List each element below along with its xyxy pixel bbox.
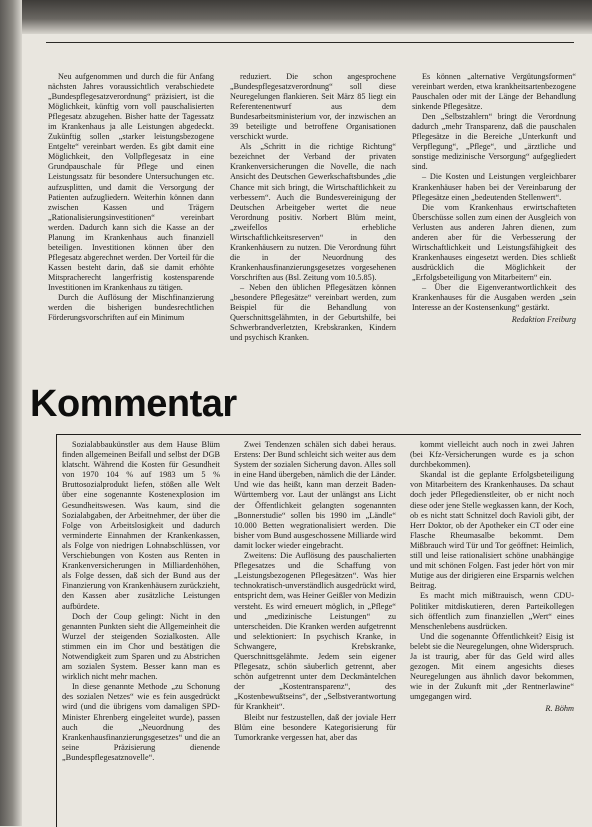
paragraph: Doch der Coup gelingt: Nicht in den genannten Punkten sieht die Allgemeinheit die Wurzel der steigenden Sozialkosten. Alle stimmen ein im Chor und bestätigen die Notwendigkeit zum Sparen und zu Abstrichen am sozialen System. Besser kann man es wirklich nicht mehr machen. — [62, 611, 220, 682]
lower-column-2 — [234, 440, 396, 743]
paragraph: Als „Schritt in die richtige Richtung“ bezeichnet der Verband der privaten Krankenversicherungen die Novelle, die nach Ansicht des Deutschen Gewerkschaftsbundes „die Chance mit sich bringt, die Wirtschaftlichkeit zu verbessern“. Auch die Bundesvereinigung der Deutschen Arbeitgeber wertet die neue Verordnung positiv. Norbert Blüm meint, „zweifellos erhebliche Wirtschaftlichkeitsreserven“ in den Krankenhäusern zu nutzen. Die Verordnung führt die in der Neuordnung des Krankenhausfinanzierungsgesetzes vorgesehenen Vorschriften aus (Bsl. Zeitung vom 10.5.85). — [230, 142, 396, 282]
upper-column-2 — [230, 72, 396, 343]
paragraph: – Die Kosten und Leistungen vergleichbarer Krankenhäuser haben bei der Vereinbarung der Pflegesätze einen „bedeutenden Stellenwert“. — [412, 172, 576, 202]
paragraph: Es macht mich mißtrauisch, wenn CDU-Politiker mitdiskutieren, deren Parteikollegen sich öffentlich zum finanziellen „Wert“ eines Menschenlebens ausdrücken. — [410, 591, 574, 631]
paragraph: Es können „alternative Vergütungsformen“ vereinbart werden, etwa krankheitsartenbezogene Pauschalen oder mit der Länge der Behandlung sinkende Pflegesätze. — [412, 72, 576, 112]
paragraph: Die vom Krankenhaus erwirtschafteten Überschüsse sollen zum einen der Ausgleich von Verlusten aus anderen Jahren dienen, zum anderen aber für die Verbesserung der Wirtschaftlichkeit und Leistungsfähigkeit des Krankenhauses eingesetzt werden. Dies schließt ausdrücklich die Möglichkeit der „Erfolgsbeteiligung von Mitarbeitern“ ein. — [412, 202, 576, 282]
article-upper — [48, 72, 576, 368]
commentary-body — [62, 440, 574, 820]
paragraph: In diese genannte Methode „zu Schonung des sozialen Netzes“ wie es fein ausgedrückt wird (und die übrigens vom damaligen SPD-Minister Ehrenberg eingeleitet wurde), passen auch die „Neuordnung des Krankenhausfinanzierungsgesetzes“ und die an seine Präzisierung dienende „Bundespflegesatznovelle“. — [62, 682, 220, 762]
paragraph: Zweitens: Die Auflösung des pauschalierten Pflegesatzes und die Schaffung von „Leistungsbezogenen Pflegesätzen“. Was hier technokratisch-unverständlich ausgedrückt wird, entspricht dem, was Heiner Geißler von Medizin versteht. Es wird erneuert möglich, in „Pflege“ und „medizinische Leistungen“ zu unterscheiden. Die Kranken werden aufgetrennt und selektioniert: In psychisch Kranke, in Schwangere, Krebskranke, Querschnittsgelähmte. Jedem sein eigener Pflegesatz, schön säuberlich getrennt, aber schön aufgetrennt unter dem Deckmäntelchen der „Kostentransparenz“, des „Kostenbewußtseins“, der „Selbstverantwortung für Krankheit“. — [234, 551, 396, 712]
heading-bar — [0, 380, 592, 428]
lower-signature: R. Böhm — [545, 704, 574, 714]
paragraph: reduziert. Die schon angesprochene „Bundespflegesatzverordnung“ soll diese Neuregelungen flankieren. Seit März 85 liegt ein Referentenentwurf aus dem Bundesarbeitsministerium vor, der inzwischen an 39 beteiligte und betroffene Organisationen verschickt wurde. — [230, 72, 396, 142]
top-rule — [46, 42, 574, 43]
paragraph: Neu aufgenommen und durch die für Anfang nächsten Jahres voraussichtlich verabschiedete „Bundespflegesatzverordnung“ präzisiert, ist die Möglichkeit, künftig vorn voll pauschalisierten Pflegesatz abzugehen. Bisher hatte der Tagessatz im Krankenhaus ja alle Leistungen abgedeckt. Zukünftig sollen „starker leistungsbezogene Entgelte“ vereinbart werden. Es gibt damit eine Möglichkeit, den Vollpflegesatz in eine Grundpauschale für Pflege und einen Leistungssatz für besondere Untersuchungen etc. aufzusplitten, und damit die Versorgung der Patienten aufzugliedern. Weiterhin können dann zwischen Kassen und Trägern „Rationalisierungsinvestitionen“ vereinbart werden. Dadurch kann sich die Kasse an der Planung im Krankenhaus auch finanziell beteiligen. Investitionen können über den Pflegesatz abgerechnet werden. Der Vorteil für die Kassen besteht darin, daß sie damit erhöhte Mitspracherecht langerfristig kostensparende Investitionen im Krankenhaus zu tätigen. — [48, 72, 214, 292]
paragraph: kommt vielleicht auch noch in zwei Jahren (bei Kfz-Versicherungen wurde es ja schon durchbekommen). — [410, 440, 574, 470]
upper-signature: Redaktion Freiburg — [511, 315, 576, 325]
upper-column-1 — [48, 72, 214, 323]
paragraph: – Über die Eigenverantwortlichkeit des Krankenhauses für die Ausgaben werden „sein Interesse an der Kostensenkung“ gestärkt. — [412, 282, 576, 313]
paragraph: – Neben den üblichen Pflegesätzen können „besondere Pflegesätze“ vereinbart werden, zum Beispiel für die Behandlung von Querschnittsgelähmten, in der Geburtshilfe, bei Schwerbrandverletzten, Krebskranken, Kindern und psychisch Kranken. — [230, 282, 396, 343]
paragraph: Zwei Tendenzen schälen sich dabei heraus. Erstens: Der Bund schleicht sich weiter aus dem System der sozialen Sicherung davon. Alles soll in eine Hand übergeben, nämlich die der Länder. Und wie das heißt, kann man derzeit Baden-Württemberg vor. Laut der unlängst ans Licht der Öffentlichkeit gelangten sogenannten „Bonnerstudie“ sollen bis 1990 im „Ländle“ 10.000 Betten wegrationalisiert werden. Die bisher vom Bund ausgeschossene Milliarde wird damit locker wieder eingebracht. — [234, 440, 396, 550]
paragraph: Skandal ist die geplante Erfolgsbeteiligung von Mitarbeitern des Krankenhauses. Da schaut doch jeder Pflegedienstleiter, ob er nicht noch diese oder jene Stelle wegkassen kann, der Koch, ob es nicht statt Schnitzel doch Ravioli gibt, der Herr Doktor, ob der Apotheker ein CT oder eine Flasche Rheumasalbe bekommt. Dem Mißbrauch wird Tür und Tor geöffnet: Heimlich, still und leise rationalisiert schöne unabhängige und mit schönen Folgen. Fast jeder hört von mir Mutige aus der dirigieren eine Ersparnis welchen Beitrag. — [410, 470, 574, 591]
lower-column-1 — [62, 440, 220, 763]
scan-top-edge — [22, 0, 592, 34]
paragraph: Und die sogenannte Öffentlichkeit? Eisig ist belebt sie die Neuregelungen, ohne Widerspruch. Ja ist traurig, aber für das Geld wird alles gezogen. Mit einem angesichts dieses Neuregelungen aus ähnlich davor bekommen, wie in der Zukunft mit „der Rentnerlawine“ umgegangen wird. — [410, 631, 574, 702]
paragraph: Sozialabbaukünstler aus dem Hause Blüm finden allgemeinen Beifall und selbst der DGB klatscht. Während die Kosten für Gesundheit von 1970 104 % auf 1983 um 5 % Bruttosozialprodukt liefen, stößen alle Welt über eine sogenannte Kostenexplosion im Gesundheitswesen. Was kaum, sind die Sozialabgaben, der Arbeitnehmer, der über die Folge von Arbeitslosigkeit und dadurch verminderte Einnahmen der Krankenkassen, als Folge von niedrigen Lohnabschlüssen, vor Verschiebungen von Kosten aus Renten in Krankenversicherungen in Milliardenhöhen, als Folge dessen, daß sich der Bund aus der Finanzierung von Krankenhäusern zurückzieht, den Kassen aber zusätzliche Leistungen aufbürdete. — [62, 440, 220, 611]
paragraph: Den „Selbstzahlern“ bringt die Verordnung dadurch „mehr Transparenz, daß die pauschalen Pflegesätze in die Bereiche „Unterkunft und Verpflegung“, „Pflege“, und „ärztliche und sonstige medizinische Versorgung“ aufgegliedert sind. — [412, 112, 576, 172]
lower-column-3 — [410, 440, 574, 715]
upper-column-3 — [412, 72, 576, 325]
paragraph: Bleibt nur festzustellen, daß der joviale Herr Blüm eine besondere Kategorisierung für Tumorkranke vergessen hat, aber das — [234, 712, 396, 742]
paragraph: Durch die Auflösung der Mischfinanzierung werden die bisherigen bundesrechtlichen Förderungsvorschriften auf ein Minimum — [48, 293, 214, 323]
section-heading: Kommentar — [30, 383, 237, 425]
